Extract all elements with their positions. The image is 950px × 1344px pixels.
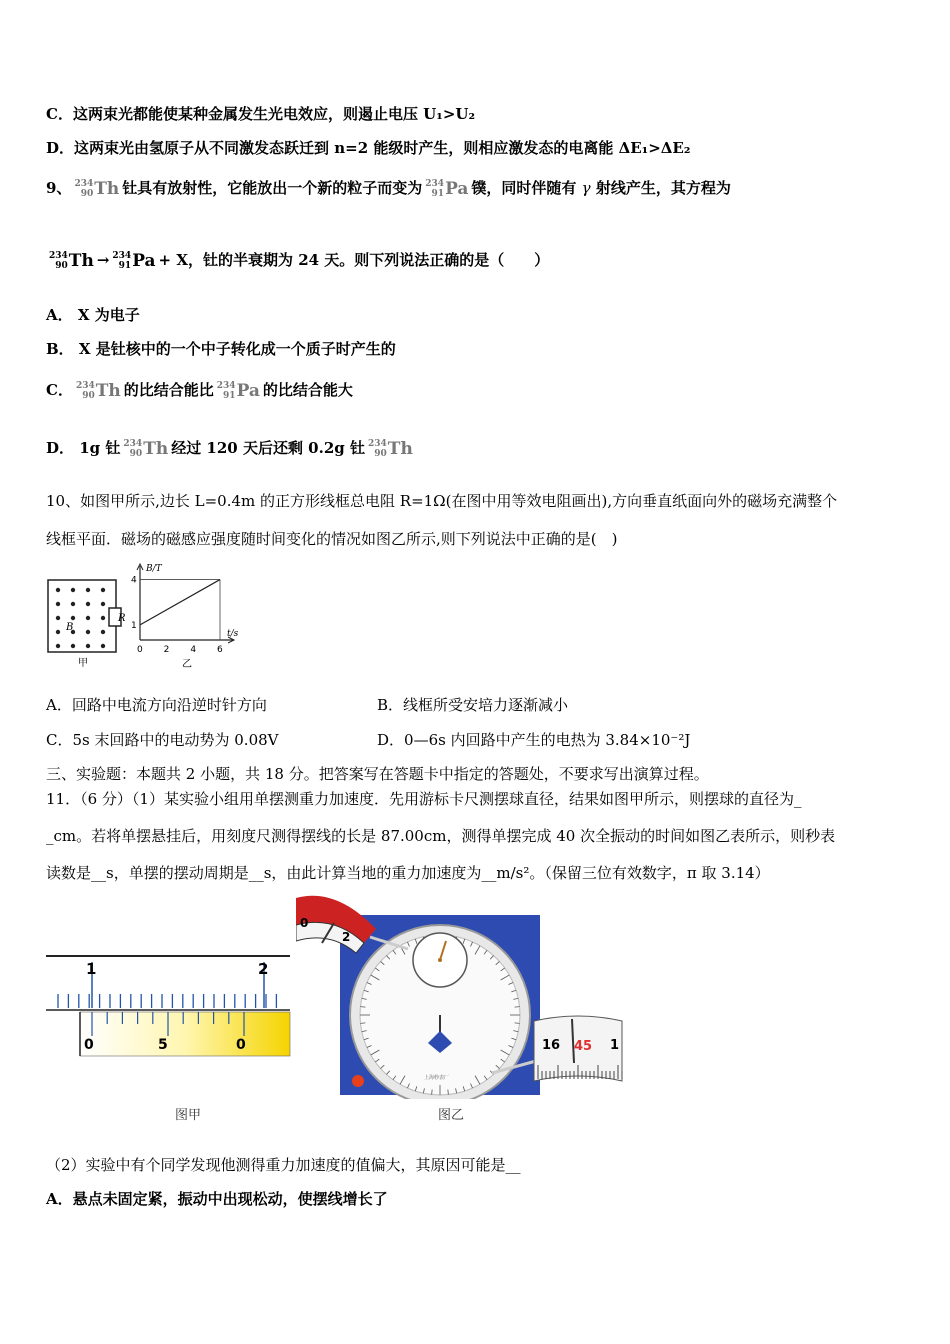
stopwatch-brand: 上海秒表厂 xyxy=(424,1075,450,1081)
stopwatch-figure xyxy=(296,893,626,1099)
q9-option-d: D． 1g 钍 234 90 Th 经过 120 天后还剩 0.2g 钍 234 90 Th xyxy=(46,439,413,459)
q9-text3: 射线产生，其方程为 xyxy=(595,179,731,197)
resistor-label: R xyxy=(118,613,126,624)
q9-stem xyxy=(46,178,731,199)
stopwatch-caption: 图乙 xyxy=(438,1108,465,1123)
q9-option-c: C． 234 90 Th 的比结合能比 234 91 Pa 的比结合能大 xyxy=(46,381,353,401)
field-dot xyxy=(71,616,75,620)
q9-number: 9、 xyxy=(46,179,72,197)
q11-line2: _cm。若将单摆悬挂后，用刻度尺测得摆线的长是 87.00cm，测得单摆完成 40 次全振动的时间如图乙表所示，则秒表 xyxy=(46,827,836,845)
vernier-label-10: 0 xyxy=(236,1037,246,1053)
q10-option-a: A．回路中电流方向沿逆时针方向 xyxy=(46,696,267,714)
q10-option-c: C．5s 末回路中的电动势为 0.08V xyxy=(46,731,279,749)
inset-top-0: 0 xyxy=(300,916,309,930)
dial-tick xyxy=(515,1007,520,1008)
q10-line1: 10、如图甲所示,边长 L=0.4m 的正方形线框总电阻 R=1Ω(在图中用等效电阻画出),方向垂直纸面向外的磁场充满整个 xyxy=(46,492,838,510)
x-tick-label: 6 xyxy=(217,645,223,655)
field-dot xyxy=(56,630,60,634)
q11-line3: 读数是__s，单摆的摆动周期是__s，由此计算当地的重力加速度为__m/s²。（保留三位有效数字，π 取 3.14） xyxy=(46,864,770,882)
x-tick-label: 4 xyxy=(190,645,197,655)
gamma-symbol: γ xyxy=(581,179,591,197)
dial-tick xyxy=(515,1023,520,1024)
dial-tick xyxy=(360,1023,365,1024)
figure-yi-label: 乙 xyxy=(182,659,192,670)
dial-tick xyxy=(360,1007,365,1008)
field-dot xyxy=(56,588,60,592)
inset-right-1: 1 xyxy=(610,1038,620,1053)
dial-tick xyxy=(432,1090,433,1095)
field-dot xyxy=(101,630,105,634)
q11-line1: 11．（6 分）（1）某实验小组用单摆测重力加速度．先用游标卡尺测摆球直径，结果如图甲所示，则摆球的直径为_ xyxy=(46,790,802,808)
caliper-caption: 图甲 xyxy=(175,1108,202,1123)
inset-right-16: 16 xyxy=(542,1038,561,1053)
x-tick-label: 2 xyxy=(163,645,170,655)
field-label: B xyxy=(66,622,74,633)
y-tick-label: 4 xyxy=(131,575,137,586)
field-dot xyxy=(71,602,75,606)
field-dot xyxy=(71,644,75,648)
field-dot xyxy=(101,602,105,606)
equation-pa: 234 91 Pa xyxy=(112,251,156,271)
chart-x-label: t/s xyxy=(227,629,239,639)
q10-bt-chart xyxy=(130,560,245,672)
field-dot xyxy=(101,616,105,620)
nuclide-pa: 234 91 Pa xyxy=(425,179,469,199)
q10-option-d: D．0—6s 内回路中产生的电热为 3.84×10⁻²J xyxy=(377,731,691,749)
q11-option-a: A．悬点未固定紧，振动中出现松动，使摆线增长了 xyxy=(46,1190,388,1208)
indicator-icon xyxy=(352,1075,364,1087)
q9-eq-tail: ，钍的半衰期为 24 天。则下列说法正确的是（ ） xyxy=(187,251,550,269)
figure-jia-label: 甲 xyxy=(78,658,88,669)
field-dot xyxy=(101,644,105,648)
equation-x: + X xyxy=(158,251,188,269)
nuclide-th: 234 90 Th xyxy=(74,179,120,199)
equation-th: 234 90 Th xyxy=(49,251,94,271)
caliper-main-2: 2 xyxy=(258,960,269,978)
chart-y-label: B/T xyxy=(146,564,162,574)
field-dot xyxy=(71,588,75,592)
q9-text1: 钍具有放射性，它能放出一个新的粒子而变为 xyxy=(122,179,423,197)
vernier-label-0: 0 xyxy=(84,1037,94,1053)
chart-series-line xyxy=(140,580,220,625)
caliper-main-1: 1 xyxy=(86,960,97,978)
y-tick-label: 1 xyxy=(131,620,137,631)
q9-text2: 镤，同时伴随有 xyxy=(471,179,577,197)
field-dot xyxy=(86,630,90,634)
field-dot xyxy=(86,644,90,648)
q9-option-b: B． X 是钍核中的一个中子转化成一个质子时产生的 xyxy=(46,340,396,358)
q8-option-d: D．这两束光由氢原子从不同激发态跃迁到 n=2 能级时产生，则相应激发态的电离能 ΔE₁>ΔE₂ xyxy=(46,139,691,157)
inset-top-2: 2 xyxy=(342,930,351,944)
section-3-heading: 三、实验题：本题共 2 小题，共 18 分。把答案写在答题卡中指定的答题处，不要求写出演算过程。 xyxy=(46,765,709,783)
x-tick-label: 0 xyxy=(137,645,143,655)
q9-option-a: A． X 为电子 xyxy=(46,306,140,324)
q9-equation xyxy=(46,250,549,271)
q10-line2: 线框平面．磁场的磁感应强度随时间变化的情况如图乙所示,则下列说法中正确的是( ) xyxy=(46,530,618,548)
q11-part2: （2）实验中有个同学发现他测得重力加速度的值偏大，其原因可能是__ xyxy=(46,1156,521,1174)
inset-right-45: 45 xyxy=(574,1039,593,1054)
vernier-label-5: 5 xyxy=(158,1037,168,1053)
equation-arrow: → xyxy=(96,251,110,269)
vernier-caliper-figure xyxy=(46,950,294,1062)
field-dot xyxy=(86,602,90,606)
dial-tick xyxy=(448,1090,449,1095)
field-dot xyxy=(56,616,60,620)
field-dot xyxy=(86,588,90,592)
q10-option-b: B．线框所受安培力逐渐减小 xyxy=(377,696,569,714)
field-dot xyxy=(56,602,60,606)
field-dot xyxy=(86,616,90,620)
q8-option-c: C．这两束光都能使某种金属发生光电效应，则遏止电压 U₁>U₂ xyxy=(46,105,476,123)
field-dot xyxy=(101,588,105,592)
field-dot xyxy=(56,644,60,648)
q10-figure-frame xyxy=(44,574,130,672)
